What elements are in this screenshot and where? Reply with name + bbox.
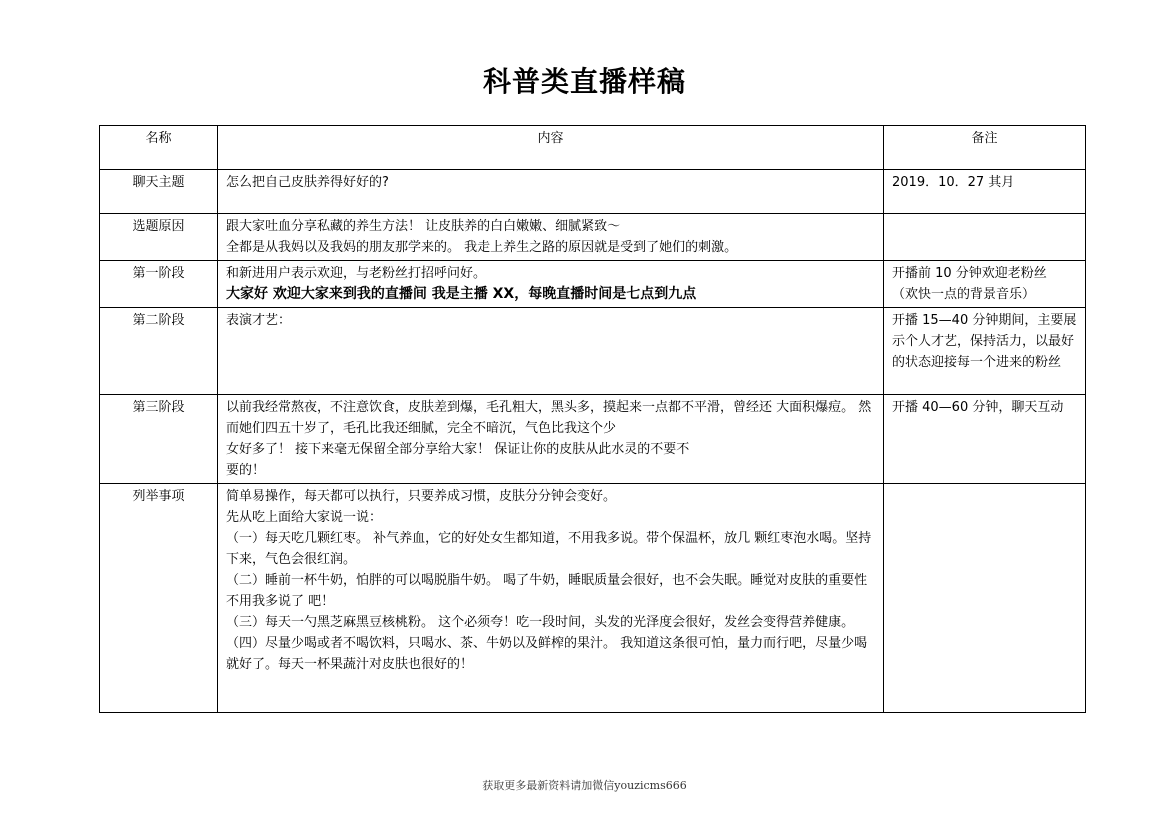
stage1-note xyxy=(884,261,1086,308)
items-content xyxy=(218,484,884,713)
row-label-reason: 选题原因 xyxy=(100,214,218,261)
stage2-note-text: 开播 15—40 分钟期间，主要展示个人才艺，保持活力，以最好的状态迎接每一个进来的粉丝 xyxy=(892,313,1077,370)
stage3-content xyxy=(218,395,884,484)
items-line: 先从吃上面给大家说一说： xyxy=(226,510,383,525)
row-stage1 xyxy=(100,261,1086,308)
row-reason xyxy=(100,214,1086,261)
stage1-note-line: （欢快一点的背景音乐） xyxy=(892,287,1036,302)
row-label-stage1: 第一阶段 xyxy=(100,261,218,308)
row-items xyxy=(100,484,1086,713)
stage2-content: 表演才艺： xyxy=(218,308,884,395)
row-label-topic: 聊天主题 xyxy=(100,170,218,214)
reason-note xyxy=(884,214,1086,261)
page-title: 科普类直播样稿 xyxy=(482,65,686,98)
row-stage3 xyxy=(100,395,1086,484)
items-note xyxy=(884,484,1086,713)
stage2-note xyxy=(884,308,1086,395)
stage3-line: 要的！ xyxy=(226,463,266,478)
stage3-line: 女好多了！ 接下来毫无保留全部分享给大家！ 保证让你的皮肤从此水灵的不要不 xyxy=(226,442,690,457)
items-line: （一）每天吃几颗红枣。 补气养血，它的好处女生都知道，不用我多说。带个保温杯，放几 颗红枣泡水喝。坚持下来，气色会很红润。 xyxy=(226,531,872,567)
topic-content: 怎么把自己皮肤养得好好的? xyxy=(218,170,884,214)
items-line: （三）每天一勺黑芝麻黑豆核桃粉。 这个必须夸！吃一段时间，头发的光泽度会很好，发丝会变得营养健康。 xyxy=(226,615,855,630)
row-label-stage2: 第二阶段 xyxy=(100,308,218,395)
stage1-line: 和新进用户表示欢迎，与老粉丝打招呼问好。 xyxy=(226,266,487,281)
header-note: 备注 xyxy=(884,126,1086,170)
stage3-note: 开播 40—60 分钟，聊天互动 xyxy=(884,395,1086,484)
stage3-line: 以前我经常熬夜，不注意饮食，皮肤差到爆，毛孔粗大，黑头多，摸起来一点都不平滑，曾经还 大面积爆痘。 然而她们四五十岁了，毛孔比我还细腻，完全不暗沉，气色比我这个少 xyxy=(226,400,872,436)
stage1-greeting: 大家好 欢迎大家来到我的直播间 我是主播 XX，每晚直播时间是七点到九点 xyxy=(226,286,697,302)
row-label-stage3: 第三阶段 xyxy=(100,395,218,484)
items-line: 简单易操作，每天都可以执行，只要养成习惯，皮肤分分钟会变好。 xyxy=(226,489,617,504)
reason-content xyxy=(218,214,884,261)
header-row xyxy=(100,126,1086,170)
row-label-items: 列举事项 xyxy=(100,484,218,713)
script-table xyxy=(99,125,1086,713)
reason-line: 跟大家吐血分享私藏的养生方法！ 让皮肤养的白白嫩嫩、细腻紧致～ xyxy=(226,219,621,234)
items-line: （四）尽量少喝或者不喝饮料，只喝水、茶、牛奶以及鲜榨的果汁。 我知道这条很可怕，量力而行吧，尽量少喝就好了。每天一杯果蔬汁对皮肤也很好的！ xyxy=(226,636,868,672)
header-name: 名称 xyxy=(100,126,218,170)
stage1-content xyxy=(218,261,884,308)
row-stage2 xyxy=(100,308,1086,395)
row-topic xyxy=(100,170,1086,214)
reason-line: 全都是从我妈以及我妈的朋友那学来的。 我走上养生之路的原因就是受到了她们的刺激。 xyxy=(226,240,738,255)
stage1-note-line: 开播前 10 分钟欢迎老粉丝 xyxy=(892,266,1047,281)
footer-note: 获取更多最新资料请加微信youzicms666 xyxy=(482,779,687,792)
topic-note: 2019．10．27 其月 xyxy=(884,170,1086,214)
items-line: （二）睡前一杯牛奶，怕胖的可以喝脱脂牛奶。 喝了牛奶，睡眠质量会很好，也不会失眠。睡觉对皮肤的重要性不用我多说了 吧！ xyxy=(226,573,868,609)
header-content: 内容 xyxy=(218,126,884,170)
